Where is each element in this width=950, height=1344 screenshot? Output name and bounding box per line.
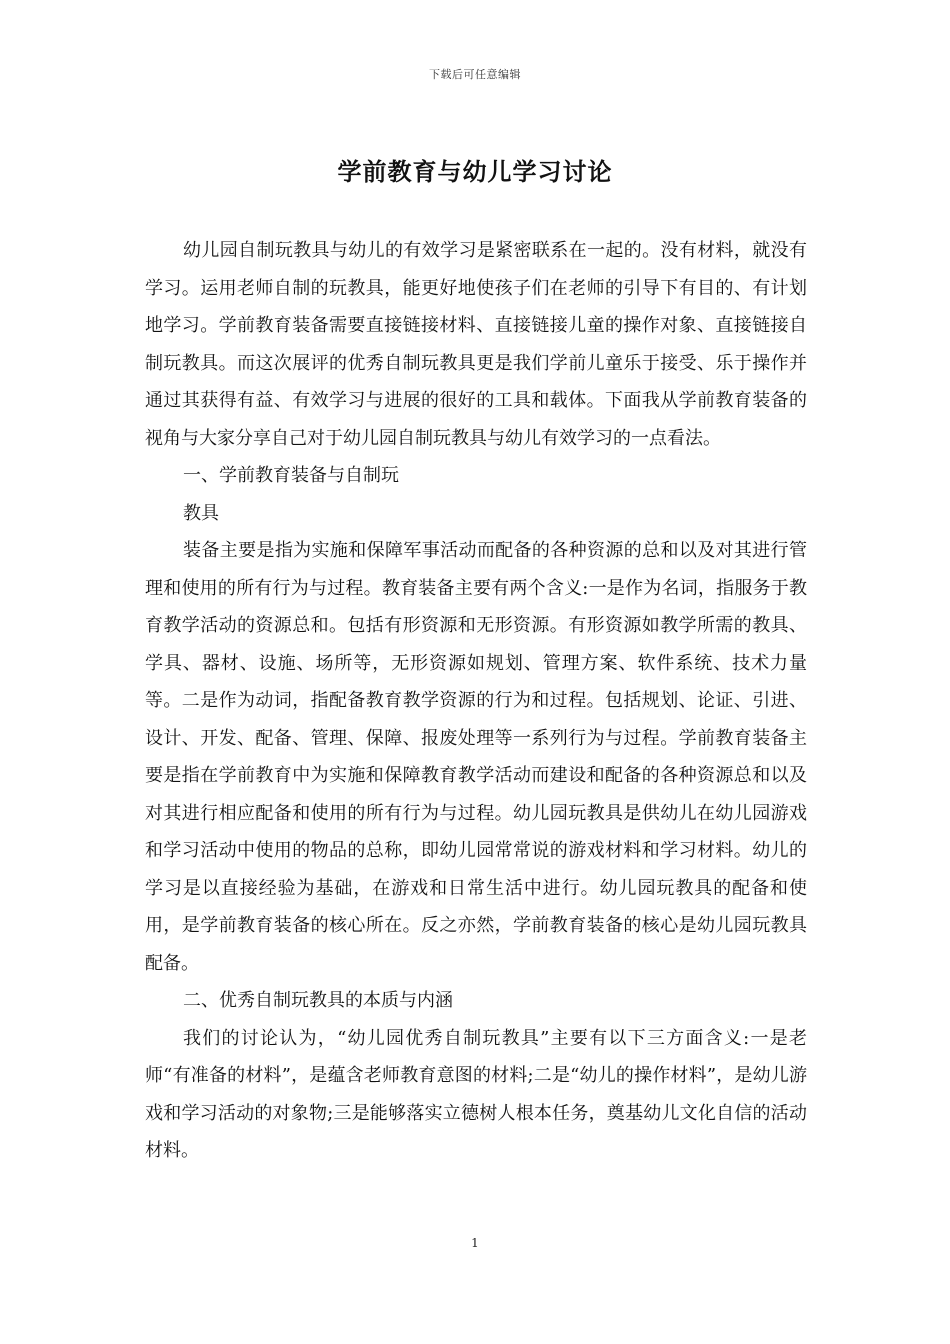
section-heading-1-continuation: 教具 (183, 502, 219, 524)
document-body (145, 232, 807, 1170)
page-number: 1 (471, 1236, 479, 1250)
paragraph-intro: 幼儿园自制玩教具与幼儿的有效学习是紧密联系在一起的。没有材料，就没有学习。运用老师自制的玩教具，能更好地使孩子们在老师的引导下有目的、有计划地学习。学前教育装备需要直接链接材料、直接链接儿童的操作对象、直接链接自制玩教具。而这次展评的优秀自制玩教具更是我们学前儿童乐于接受、乐于操作并通过其获得有益、有效学习与进展的很好的工具和载体。下面我从学前教育装备的视角与大家分享自己对于幼儿园自制玩教具与幼儿有效学习的一点看法。 (145, 240, 807, 449)
paragraph-discussion: 我们的讨论认为，“幼儿园优秀自制玩教具”主要有以下三方面含义:一是老师“有准备的材料”，是蕴含老师教育意图的材料;二是“幼儿的操作材料”，是幼儿游戏和学习活动的对象物;三是能够落实立德树人根本任务，奠基幼儿文化自信的活动材料。 (145, 1027, 807, 1161)
document-title: 学前教育与幼儿学习讨论 (337, 157, 613, 186)
section-heading-2: 二、优秀自制玩教具的本质与内涵 (183, 990, 453, 1011)
header-note: 下载后可任意编辑 (429, 68, 521, 81)
section-heading-1: 一、学前教育装备与自制玩 (183, 465, 399, 486)
paragraph-equipment: 装备主要是指为实施和保障军事活动而配备的各种资源的总和以及对其进行管理和使用的所有行为与过程。教育装备主要有两个含义:一是作为名词，指服务于教育教学活动的资源总和。包括有形资源和无形资源。有形资源如教学所需的教具、学具、器材、设施、场所等，无形资源如规划、管理方案、软件系统、技术力量等。二是作为动词，指配备教育教学资源的行为和过程。包括规划、论证、引进、设计、开发、配备、管理、保障、报废处理等一系列行为与过程。学前教育装备主要是指在学前教育中为实施和保障教育教学活动而建设和配备的各种资源总和以及对其进行相应配备和使用的所有行为与过程。幼儿园玩教具是供幼儿在幼儿园游戏和学习活动中使用的物品的总称，即幼儿园常常说的游戏材料和学习材料。幼儿的学习是以直接经验为基础，在游戏和日常生活中进行。幼儿园玩教具的配备和使用，是学前教育装备的核心所在。反之亦然，学前教育装备的核心是幼儿园玩教具配备。 (145, 540, 807, 974)
